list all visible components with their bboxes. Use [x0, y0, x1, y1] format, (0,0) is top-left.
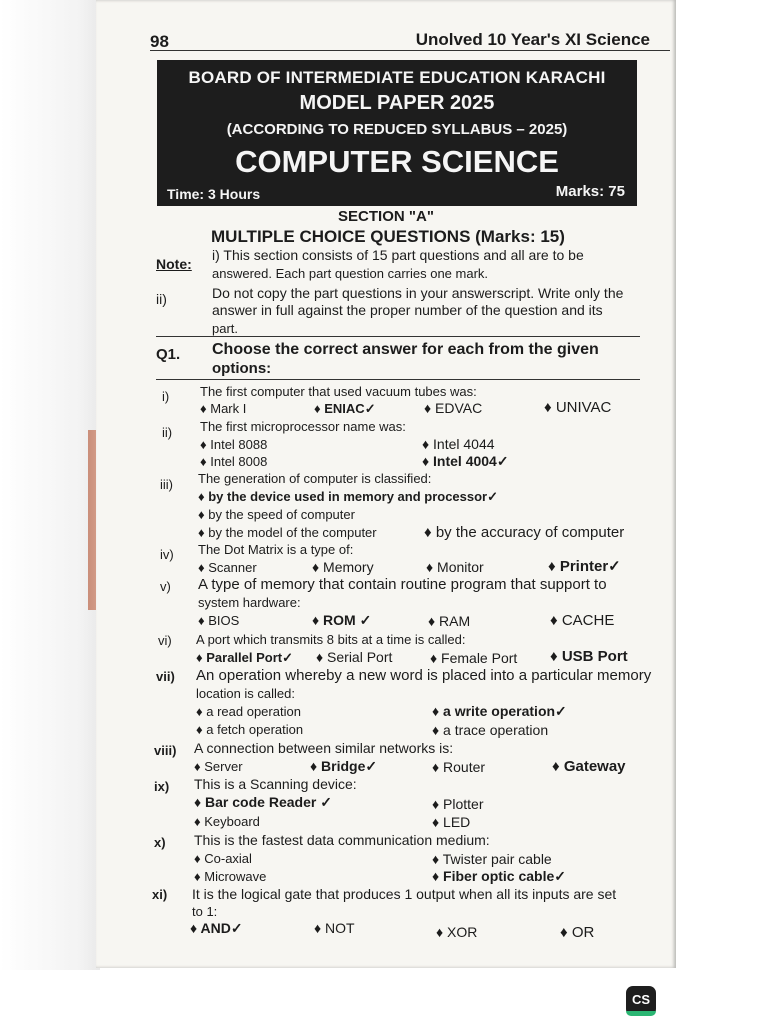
mcq-xi-text-line-2: to 1: — [192, 904, 218, 919]
mcq-vi-number: vi) — [158, 633, 172, 648]
mcq-ix-option-3: ♦ Keyboard — [194, 814, 260, 829]
page-number: 98 — [150, 32, 169, 51]
mcq-i-option-4: ♦ UNIVAC — [544, 399, 612, 416]
mcq-vii-text-line-2: location is called: — [196, 686, 295, 701]
mcq-i-option-2: ♦ ENIAC✓ — [314, 401, 376, 416]
mcq-ix-text: This is a Scanning device: — [194, 776, 357, 792]
mcq-viii-number: viii) — [154, 743, 177, 758]
mcq-xi-text-line-1: It is the logical gate that produces 1 output when all its inputs are set — [192, 886, 617, 902]
mcq-ii-text: The first microprocessor name was: — [200, 419, 406, 434]
note-2-line-2: answer in full against the proper number of the question and its — [212, 302, 603, 318]
mcq-v-text-line-1: A type of memory that contain routine program that support to — [198, 576, 607, 593]
section-title: SECTION "A" — [338, 208, 434, 225]
mcq-vii-text-line-1: An operation whereby a new word is placed into a particular memory — [196, 667, 652, 684]
mcq-vii-number: vii) — [156, 669, 175, 684]
note-label: Note: — [156, 256, 192, 272]
paper-title: MODEL PAPER 2025 — [299, 92, 495, 114]
mcq-v-number: v) — [160, 579, 171, 594]
mcq-iii-option-1: ♦ by the device used in memory and processor✓ — [198, 489, 499, 504]
mcq-iv-option-3: ♦ Monitor — [426, 559, 484, 575]
mcq-viii-option-2: ♦ Bridge✓ — [310, 758, 378, 774]
question-1-number: Q1. — [156, 346, 181, 363]
exam-marks: Marks: 75 — [555, 183, 625, 200]
mcq-xi-option-2: ♦ NOT — [314, 920, 355, 936]
mcq-iv-number: iv) — [160, 547, 174, 562]
mcq-x-option-2: ♦ Twister pair cable — [432, 851, 552, 867]
note-2-number: ii) — [156, 291, 167, 307]
mcq-iv-option-2: ♦ Memory — [312, 559, 374, 575]
divider-rule — [156, 336, 640, 337]
mcq-vi-option-3: ♦ Female Port — [430, 650, 518, 666]
mcq-viii-option-3: ♦ Router — [432, 759, 486, 775]
mcq-iii-option-4: ♦ by the accuracy of computer — [424, 524, 625, 541]
mcq-iv-option-1: ♦ Scanner — [198, 560, 257, 575]
photo-background — [0, 0, 100, 970]
mcq-x-option-3: ♦ Microwave — [194, 869, 267, 884]
note-2-line-1: Do not copy the part questions in your answerscript. Write only the — [212, 285, 624, 301]
mcq-vii-option-3: ♦ a fetch operation — [196, 722, 304, 737]
syllabus-note: (ACCORDING TO REDUCED SYLLABUS – 2025) — [226, 121, 568, 138]
mcq-i-option-3: ♦ EDVAC — [424, 400, 483, 416]
mcq-x-option-1: ♦ Co-axial — [194, 851, 252, 866]
mcq-xi-option-3: ♦ XOR — [436, 924, 478, 940]
subject-title: COMPUTER SCIENCE — [235, 144, 559, 179]
exam-time: Time: 3 Hours — [167, 186, 261, 202]
note-1-line-2: answered. Each part question carries one mark. — [212, 266, 489, 281]
mcq-iv-text: The Dot Matrix is a type of: — [198, 542, 354, 557]
mcq-viii-option-4: ♦ Gateway — [552, 758, 626, 775]
book-title: Unolved 10 Year's XI Science — [415, 30, 650, 49]
mcq-v-text-line-2: system hardware: — [198, 595, 301, 610]
mcq-x-option-4: ♦ Fiber optic cable✓ — [432, 868, 567, 884]
mcq-ix-number: ix) — [154, 779, 170, 794]
mcq-xi-option-4: ♦ OR — [560, 924, 595, 941]
mcq-x-number: x) — [154, 835, 166, 850]
note-2-line-3: part. — [212, 321, 239, 336]
mcq-ii-number: ii) — [162, 425, 173, 440]
mcq-viii-text: A connection between similar networks is: — [194, 740, 454, 756]
mcq-v-option-3: ♦ RAM — [428, 613, 471, 629]
mcq-iv-option-4: ♦ Printer✓ — [548, 558, 621, 575]
mcq-ii-option-4: ♦ Intel 4004✓ — [422, 453, 509, 469]
board-name: BOARD OF INTERMEDIATE EDUCATION KARACHI — [188, 68, 606, 87]
mcq-vi-option-4: ♦ USB Port — [550, 648, 628, 665]
mcq-iii-option-2: ♦ by the speed of computer — [198, 507, 355, 522]
mcq-iii-number: iii) — [160, 477, 173, 492]
mcq-v-option-1: ♦ BIOS — [198, 613, 240, 628]
mcq-vi-text: A port which transmits 8 bits at a time is called: — [196, 632, 466, 647]
mcq-ix-option-4: ♦ LED — [432, 814, 471, 830]
exam-banner — [157, 60, 637, 206]
mcq-i-option-1: ♦ Mark I — [200, 401, 247, 416]
question-1-line-2: options: — [212, 360, 272, 377]
question-1-line-1: Choose the correct answer for each from the given — [212, 341, 599, 358]
mcq-vii-option-4: ♦ a trace operation — [432, 722, 549, 738]
mcq-ix-option-1: ♦ Bar code Reader ✓ — [194, 794, 332, 810]
mcq-vii-option-1: ♦ a read operation — [196, 704, 301, 719]
camscanner-logo: CS — [626, 986, 656, 1016]
mcq-i-number: i) — [162, 389, 170, 404]
note-1-line-1: i) This section consists of 15 part questions and all are to be — [212, 247, 584, 263]
mcq-ii-option-1: ♦ Intel 8088 — [200, 437, 268, 452]
mcq-x-text: This is the fastest data communication medium: — [194, 832, 490, 848]
mcq-viii-option-1: ♦ Server — [194, 759, 243, 774]
mcq-vi-option-2: ♦ Serial Port — [316, 649, 393, 665]
mcq-iii-option-3: ♦ by the model of the computer — [198, 525, 377, 540]
mcq-v-option-2: ♦ ROM ✓ — [312, 612, 372, 628]
mcq-iii-text: The generation of computer is classified: — [198, 471, 432, 486]
divider-rule — [156, 379, 640, 380]
mcq-vii-option-2: ♦ a write operation✓ — [432, 703, 567, 719]
mcq-ix-option-2: ♦ Plotter — [432, 796, 484, 812]
mcq-ii-option-2: ♦ Intel 4044 — [422, 436, 495, 452]
mcq-i-text: The first computer that used vacuum tubes was: — [200, 384, 477, 399]
mcq-vi-option-1: ♦ Parallel Port✓ — [196, 650, 294, 665]
mcq-ii-option-3: ♦ Intel 8008 — [200, 454, 268, 469]
mcq-xi-option-1: ♦ AND✓ — [190, 920, 243, 936]
mcq-xi-number: xi) — [152, 887, 168, 902]
document-page — [96, 0, 676, 968]
mcq-v-option-4: ♦ CACHE — [550, 612, 615, 629]
section-subtitle: MULTIPLE CHOICE QUESTIONS (Marks: 15) — [211, 227, 565, 246]
page-header — [150, 18, 670, 51]
